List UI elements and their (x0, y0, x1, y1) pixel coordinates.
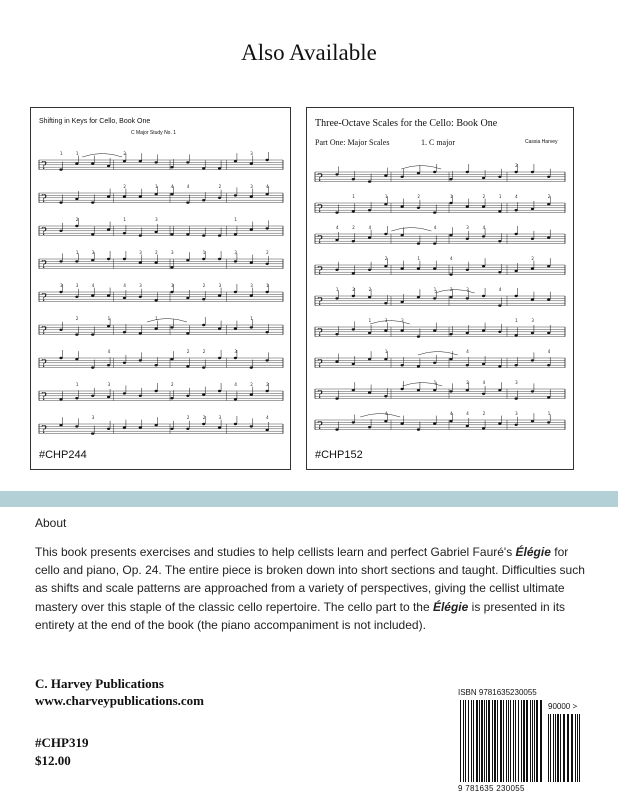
svg-text:3: 3 (234, 349, 237, 354)
svg-text:3: 3 (171, 283, 174, 288)
svg-text:2: 2 (352, 225, 355, 230)
svg-text:3: 3 (250, 283, 253, 288)
svg-text:?: ? (41, 357, 47, 370)
svg-text:2: 2 (531, 256, 534, 261)
elegie-title: Élégie (515, 545, 551, 559)
svg-text:1: 1 (60, 151, 63, 156)
svg-text:4: 4 (336, 225, 339, 230)
svg-text:2: 2 (352, 287, 355, 292)
svg-text:2: 2 (171, 382, 174, 387)
svg-text:2: 2 (123, 184, 126, 189)
svg-text:1: 1 (547, 411, 551, 416)
svg-text:2: 2 (218, 184, 222, 189)
svg-text:4: 4 (482, 380, 486, 385)
svg-text:2: 2 (482, 411, 486, 416)
svg-text:2: 2 (250, 382, 253, 387)
svg-text:1: 1 (336, 287, 339, 292)
svg-text:1: 1 (202, 250, 206, 255)
svg-text:?: ? (41, 159, 47, 172)
svg-text:1: 1 (155, 316, 158, 321)
svg-text:?: ? (41, 258, 47, 271)
svg-text:4: 4 (482, 225, 486, 230)
svg-text:1: 1 (352, 194, 355, 199)
product-code: #CHP319 (35, 735, 89, 750)
svg-text:2: 2 (202, 349, 206, 354)
isbn-label: ISBN 9781635230055 (458, 688, 537, 697)
svg-text:?: ? (41, 225, 47, 238)
svg-text:1: 1 (450, 194, 453, 199)
svg-text:3: 3 (234, 250, 237, 255)
svg-text:2: 2 (266, 382, 269, 387)
svg-text:2: 2 (482, 194, 486, 199)
svg-text:3: 3 (250, 184, 253, 189)
about-text: This book presents exercises and studies to help cellists learn and perfect Gabriel Fauré's Élégie for cello and piano, Op. 24. The entire piece is broken down into short sections and taught. Difficulties such as shifts and scale patterns are approached from a variety of perspectives, giving the cellist ultimate mastery over this staple of the classic cello repertoire. The cello part to the Élégie is presented in its entirety at the end of the book (the piano accompaniment is not included). (35, 545, 585, 632)
svg-text:2: 2 (368, 287, 372, 292)
svg-text:?: ? (317, 264, 323, 277)
thumbnail-key: 1. C major (421, 138, 455, 147)
svg-text:1: 1 (250, 316, 253, 321)
product-block (35, 734, 88, 770)
svg-text:2: 2 (450, 287, 453, 292)
svg-text:?: ? (317, 357, 323, 370)
music-staff (39, 151, 283, 172)
svg-text:1: 1 (417, 256, 420, 261)
also-available-heading: Also Available (241, 40, 377, 65)
svg-text:1: 1 (107, 316, 111, 321)
music-staff (39, 217, 283, 238)
music-staff (315, 225, 565, 246)
svg-text:?: ? (41, 423, 47, 436)
svg-text:1: 1 (498, 194, 502, 199)
svg-text:2: 2 (384, 256, 388, 261)
svg-text:?: ? (317, 202, 323, 215)
music-staff (315, 411, 565, 432)
music-staff (315, 318, 565, 339)
svg-text:3: 3 (250, 151, 253, 156)
svg-text:3: 3 (60, 283, 63, 288)
sheet-music-preview (31, 108, 290, 469)
svg-text:1: 1 (75, 250, 79, 255)
book-thumbnail-chp152[interactable] (306, 107, 574, 470)
sheet-music-preview (307, 108, 573, 469)
svg-text:4: 4 (450, 256, 453, 261)
thumbnail-code: #CHP152 (315, 449, 363, 461)
svg-text:3: 3 (91, 250, 95, 255)
svg-text:?: ? (317, 388, 323, 401)
svg-text:4: 4 (186, 184, 190, 189)
svg-text:1: 1 (384, 194, 388, 199)
svg-text:?: ? (41, 192, 47, 205)
music-staff (315, 163, 565, 184)
isbn-digits: 9 781635 230055 (458, 784, 525, 793)
svg-text:3: 3 (466, 225, 469, 230)
svg-text:2: 2 (186, 415, 190, 420)
svg-text:3: 3 (139, 250, 142, 255)
svg-text:3: 3 (75, 283, 79, 288)
music-staff (39, 382, 283, 403)
svg-text:4: 4 (515, 194, 518, 199)
elegie-title: Élégie (432, 599, 469, 614)
music-staff (39, 316, 283, 337)
svg-text:1: 1 (75, 151, 79, 156)
svg-text:1: 1 (368, 318, 372, 323)
svg-text:?: ? (41, 291, 47, 304)
svg-text:4: 4 (234, 382, 237, 387)
music-staff (315, 194, 565, 215)
thumbnail-author: Cassia Harvey (525, 139, 558, 145)
svg-text:1: 1 (234, 217, 237, 222)
svg-text:?: ? (41, 390, 47, 403)
about-heading: About (35, 516, 67, 530)
svg-text:2: 2 (266, 250, 269, 255)
thumbnail-code: #CHP244 (39, 449, 87, 461)
music-staff (39, 250, 283, 271)
svg-text:3: 3 (218, 415, 222, 420)
product-price: $12.00 (35, 753, 71, 768)
svg-text:1: 1 (75, 382, 79, 387)
isbn-barcode (456, 688, 586, 794)
svg-text:3: 3 (171, 250, 174, 255)
svg-text:3: 3 (218, 283, 222, 288)
svg-text:?: ? (41, 324, 47, 337)
svg-text:3: 3 (107, 382, 111, 387)
book-thumbnail-chp244[interactable] (30, 107, 291, 470)
svg-text:3: 3 (466, 287, 469, 292)
svg-text:2: 2 (123, 151, 126, 156)
svg-text:?: ? (317, 171, 323, 184)
svg-text:4: 4 (368, 225, 372, 230)
music-staff (39, 349, 283, 370)
svg-text:4: 4 (107, 349, 111, 354)
svg-text:1: 1 (433, 380, 437, 385)
svg-text:1: 1 (123, 217, 126, 222)
svg-text:4: 4 (466, 411, 469, 416)
thumbnail-title: Three-Octave Scales for the Cello: Book One (315, 118, 498, 129)
publisher-url[interactable]: www.charveypublications.com (35, 693, 204, 708)
svg-text:?: ? (317, 295, 323, 308)
svg-text:4: 4 (547, 349, 551, 354)
svg-text:3: 3 (384, 318, 388, 323)
thumbnail-title: Shifting in Keys for Cello, Book One (39, 118, 151, 125)
svg-text:1: 1 (515, 318, 518, 323)
svg-text:2: 2 (202, 283, 206, 288)
music-staff (315, 256, 565, 277)
music-staff (39, 283, 283, 304)
svg-text:1: 1 (266, 283, 269, 288)
svg-text:?: ? (317, 419, 323, 432)
divider-band (0, 491, 618, 507)
publisher-name: C. Harvey Publications (35, 676, 164, 691)
svg-text:4: 4 (123, 283, 126, 288)
music-staff (39, 184, 283, 205)
svg-text:4: 4 (266, 184, 269, 189)
svg-text:2: 2 (186, 349, 190, 354)
svg-text:4: 4 (466, 349, 469, 354)
svg-text:4: 4 (498, 287, 502, 292)
svg-text:3: 3 (401, 318, 404, 323)
svg-text:3: 3 (155, 217, 158, 222)
svg-text:3: 3 (91, 415, 95, 420)
svg-text:2: 2 (75, 217, 79, 222)
svg-text:4: 4 (433, 225, 437, 230)
svg-text:2: 2 (515, 163, 518, 168)
svg-text:3: 3 (515, 411, 518, 416)
svg-text:4: 4 (450, 411, 453, 416)
svg-text:4: 4 (91, 283, 95, 288)
svg-text:4: 4 (266, 415, 269, 420)
price-code: 90000 > (548, 702, 578, 711)
svg-text:3: 3 (139, 283, 142, 288)
svg-text:?: ? (317, 326, 323, 339)
svg-text:4: 4 (384, 411, 388, 416)
music-staff (315, 287, 565, 308)
svg-text:2: 2 (155, 250, 158, 255)
music-staff (315, 349, 565, 370)
svg-text:2: 2 (75, 316, 79, 321)
svg-text:3: 3 (531, 318, 534, 323)
thumbnail-part: Part One: Major Scales (315, 138, 390, 147)
svg-text:1: 1 (155, 184, 158, 189)
svg-text:2: 2 (466, 380, 469, 385)
svg-text:1: 1 (384, 349, 388, 354)
music-staff (315, 380, 565, 401)
svg-text:2: 2 (547, 194, 551, 199)
svg-text:1: 1 (433, 287, 437, 292)
svg-text:2: 2 (202, 415, 206, 420)
music-staff (39, 415, 283, 436)
svg-text:2: 2 (417, 194, 420, 199)
publisher-block (35, 675, 204, 709)
thumbnail-subtitle: C Major Study No. 1 (131, 130, 177, 136)
svg-text:4: 4 (171, 184, 174, 189)
svg-text:?: ? (317, 233, 323, 246)
svg-text:3: 3 (515, 380, 518, 385)
